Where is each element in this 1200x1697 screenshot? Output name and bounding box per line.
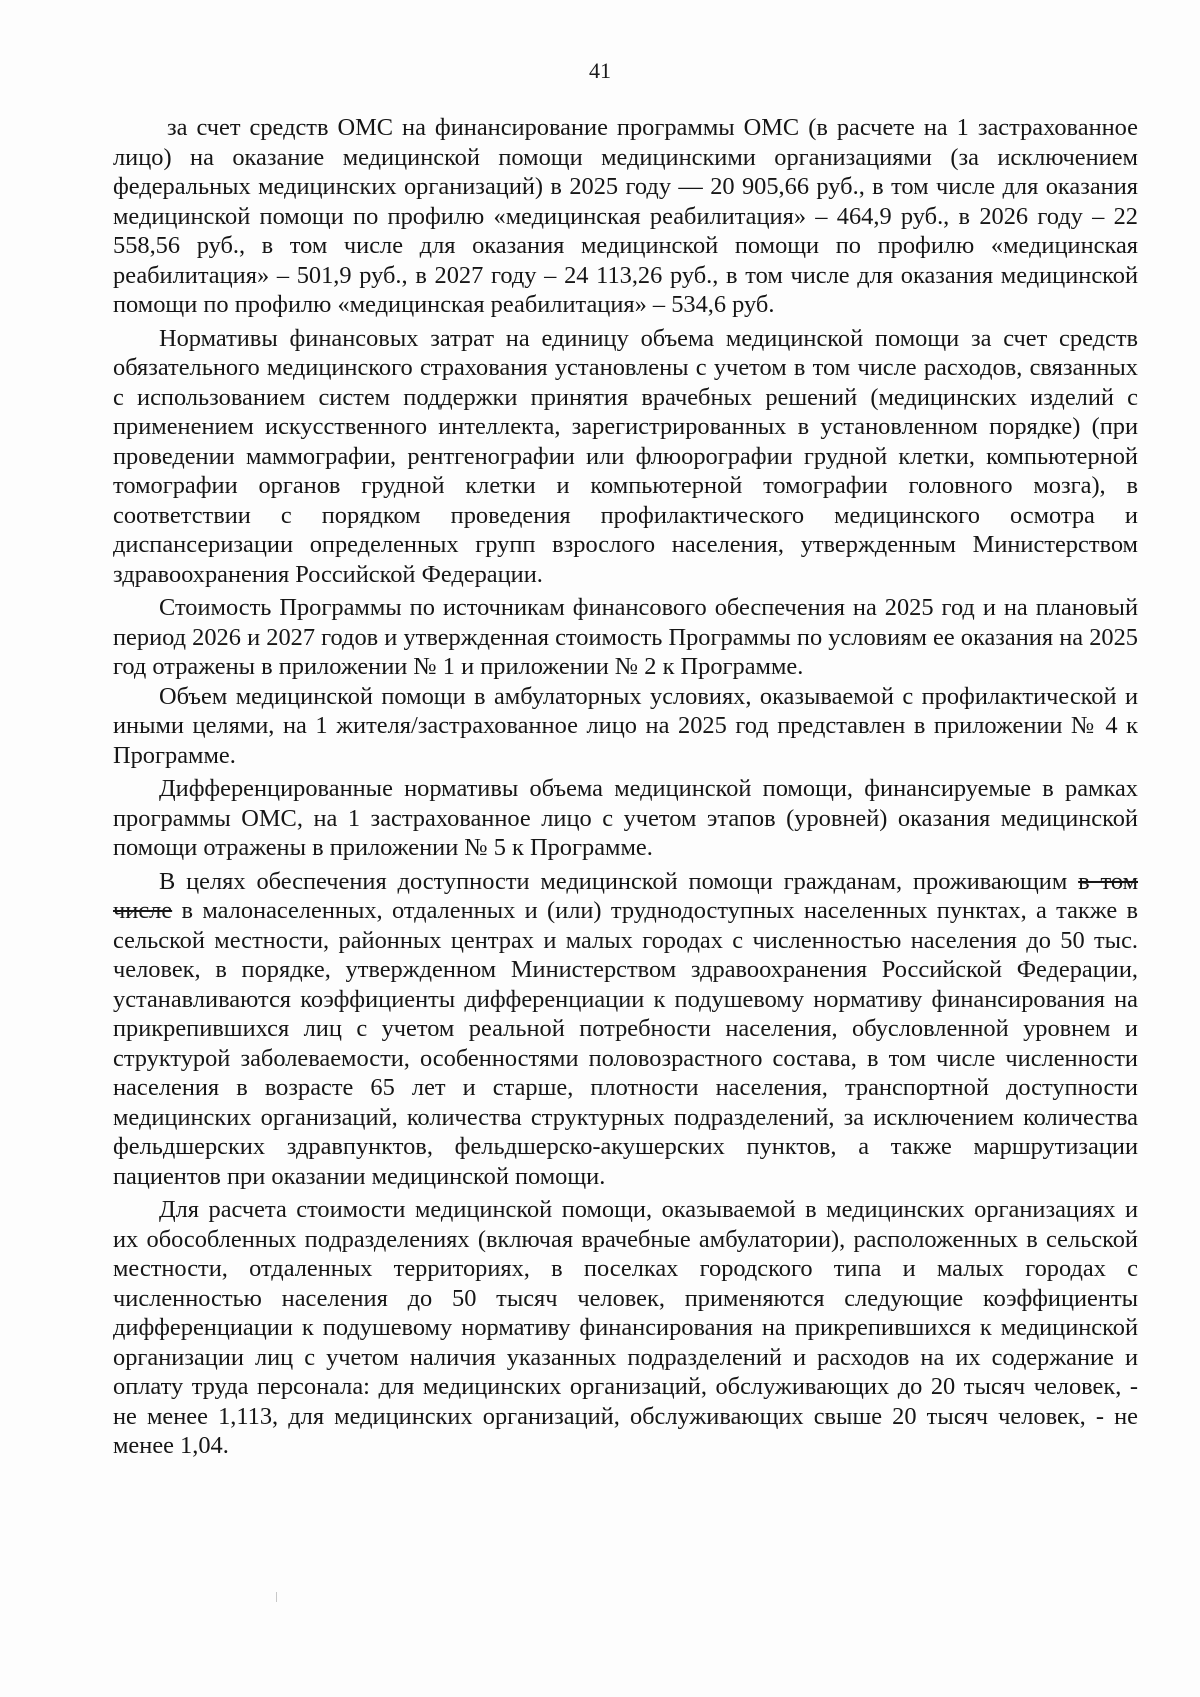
- paragraph-outpatient-volume: Объем медицинской помощи в амбулаторных условиях, оказываемой с профилактической и иными целями, на 1 жителя/застрахованное лицо на 2025 год представлен в приложении № 4 к Программе.: [113, 682, 1138, 769]
- paragraph-financial-norms: Нормативы финансовых затрат на единицу объема медицинской помощи за счет средств обязательного медицинского страхования установлены с учетом в том числе расходов, связанных с использованием систем поддержки принятия врачебных решений (медицинских изделий с применением искусственного интеллекта, зарегистрированных в установленном порядке) (при проведении маммографии, рентгенографии или флюорографии грудной клетки, компьютерной томографии органов грудной клетки и компьютерной томографии головного мозга), в соответствии с порядком проведения профилактического медицинского осмотра и диспансеризации определенных групп взрослого населения, утвержденным Министерством здравоохранения Российской Федерации.: [113, 324, 1138, 588]
- paragraph-accessibility: [113, 867, 1138, 1192]
- paragraph-differentiated-norms: Дифференцированные нормативы объема медицинской помощи, финансируемые в рамках программы ОМС, на 1 застрахованное лицо с учетом этапов (уровней) оказания медицинской помощи отражены в приложении № 5 к Программе.: [113, 775, 1138, 861]
- document-body: [113, 113, 1138, 1461]
- paragraph-program-cost: Стоимость Программы по источникам финансового обеспечения на 2025 год и на плановый период 2026 и 2027 годов и утвержденная стоимость Программы по условиям ее оказания на 2025 год отражены в приложении № 1 и приложении № 2 к Программе.: [113, 594, 1138, 680]
- scan-speck: [276, 1592, 277, 1602]
- struck-text: в том числе: [113, 867, 1139, 924]
- paragraph-coefficients: Для расчета стоимости медицинской помощи, оказываемой в медицинских организациях и их обособленных подразделениях (включая врачебные амбулатории), расположенных в сельской местности, отдаленных территориях, в поселках городского типа и малых городах с численностью населения до 50 тысяч человек, применяются следующие коэффициенты дифференциации к подушевому нормативу финансирования на прикрепившихся к медицинской организации лиц с учетом наличия указанных подразделений и расходов на их содержание и оплату труда персонала: для медицинских организаций, обслуживающих до 20 тысяч человек, - не менее 1,113, для медицинских организаций, обслуживающих свыше 20 тысяч человек, - не менее 1,04.: [113, 1196, 1138, 1459]
- paragraph-accessibility-start: В целях обеспечения доступности медицинской помощи гражданам, проживающим: [159, 867, 1079, 895]
- paragraph-oms-financing: за счет средств ОМС на финансирование программы ОМС (в расчете на 1 застрахованное лицо) на оказание медицинской помощи медицинскими организациями (за исключением федеральных медицинских организаций) в 2025 году — 20 905,66 руб., в том числе для оказания медицинской помощи по профилю «медицинская реабилитация» – 464,9 руб., в 2026 году – 22 558,56 руб., в том числе для оказания медицинской помощи по профилю «медицинская реабилитация» – 501,9 руб., в 2027 году – 24 113,26 руб., в том числе для оказания медицинской помощи по профилю «медицинская реабилитация» – 534,6 руб.: [113, 114, 1138, 318]
- paragraph-accessibility-rest: в малонаселенных, отдаленных и (или) труднодоступных населенных пунктах, а также в сельской местности, районных центрах и малых городах с численностью населения до 50 тыс. человек, в порядке, утвержденном Министерством здравоохранения Российской Федерации, устанавливаются коэффициенты дифференциации к подушевому нормативу финансирования на прикрепившихся лиц с учетом реальной потребности населения, обусловленной уровнем и структурой заболеваемости, особенностями половозрастного состава, в том числе численности населения в возрасте 65 лет и старше, плотности населения, транспортной доступности медицинских организаций, количества структурных подразделений, за исключением количества фельдшерских здравпунктов, фельдшерско-акушерских пунктов, а также маршрутизации пациентов при оказании медицинской помощи.: [113, 897, 1138, 1190]
- page-number: 41: [589, 58, 611, 83]
